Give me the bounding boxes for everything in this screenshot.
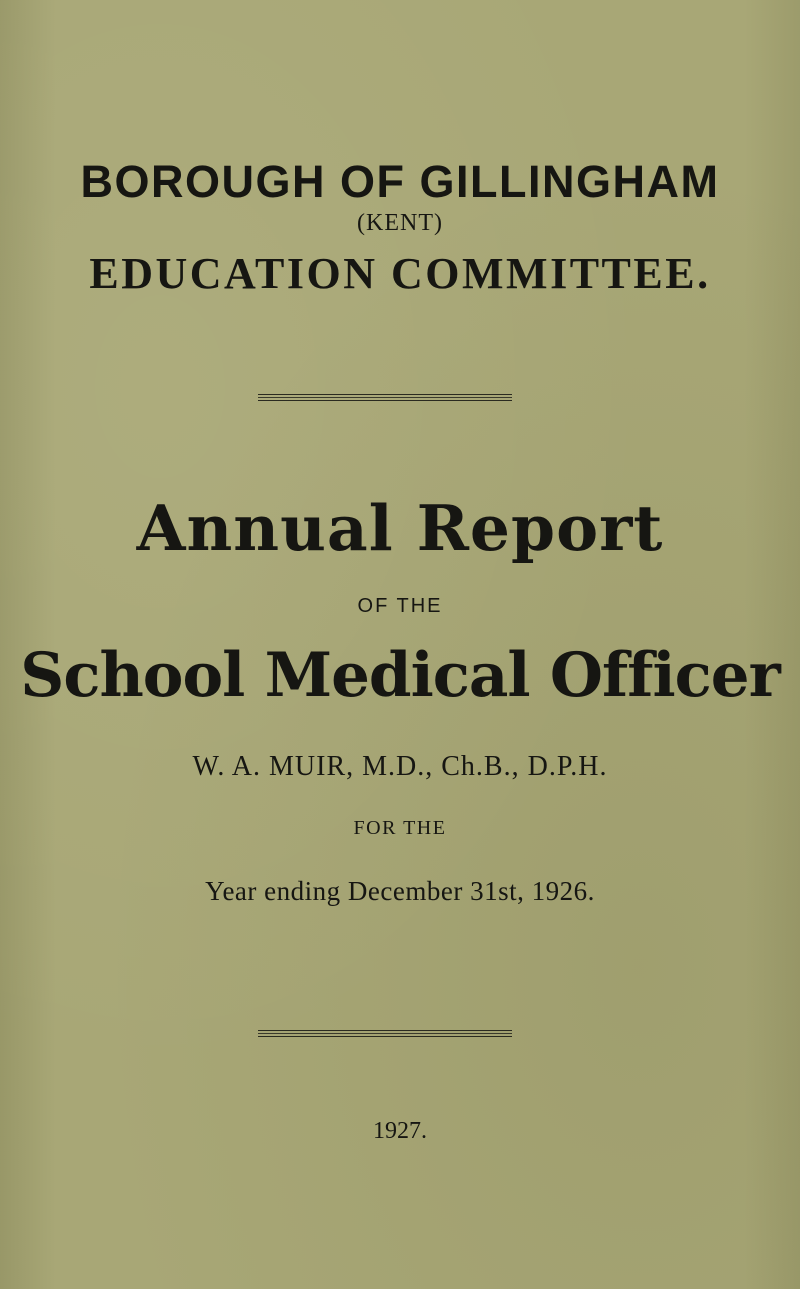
borough-heading: BOROUGH OF GILLINGHAM [80,156,720,207]
of-the-label: OF THE [357,595,443,617]
top-double-rule [258,394,512,401]
bottom-double-rule [258,1030,512,1037]
committee-heading: EDUCATION COMMITTEE. [89,249,711,298]
report-period: Year ending December 31st, 1926. [205,876,595,906]
report-title: Annual Report [136,491,664,565]
for-the-label: FOR THE [353,817,447,839]
author-name: W. A. MUIR, M.D., Ch.B., D.P.H. [192,751,608,782]
publication-year: 1927. [373,1118,427,1144]
county-label: (KENT) [357,210,443,236]
officer-title: School Medical Officer [20,640,780,711]
